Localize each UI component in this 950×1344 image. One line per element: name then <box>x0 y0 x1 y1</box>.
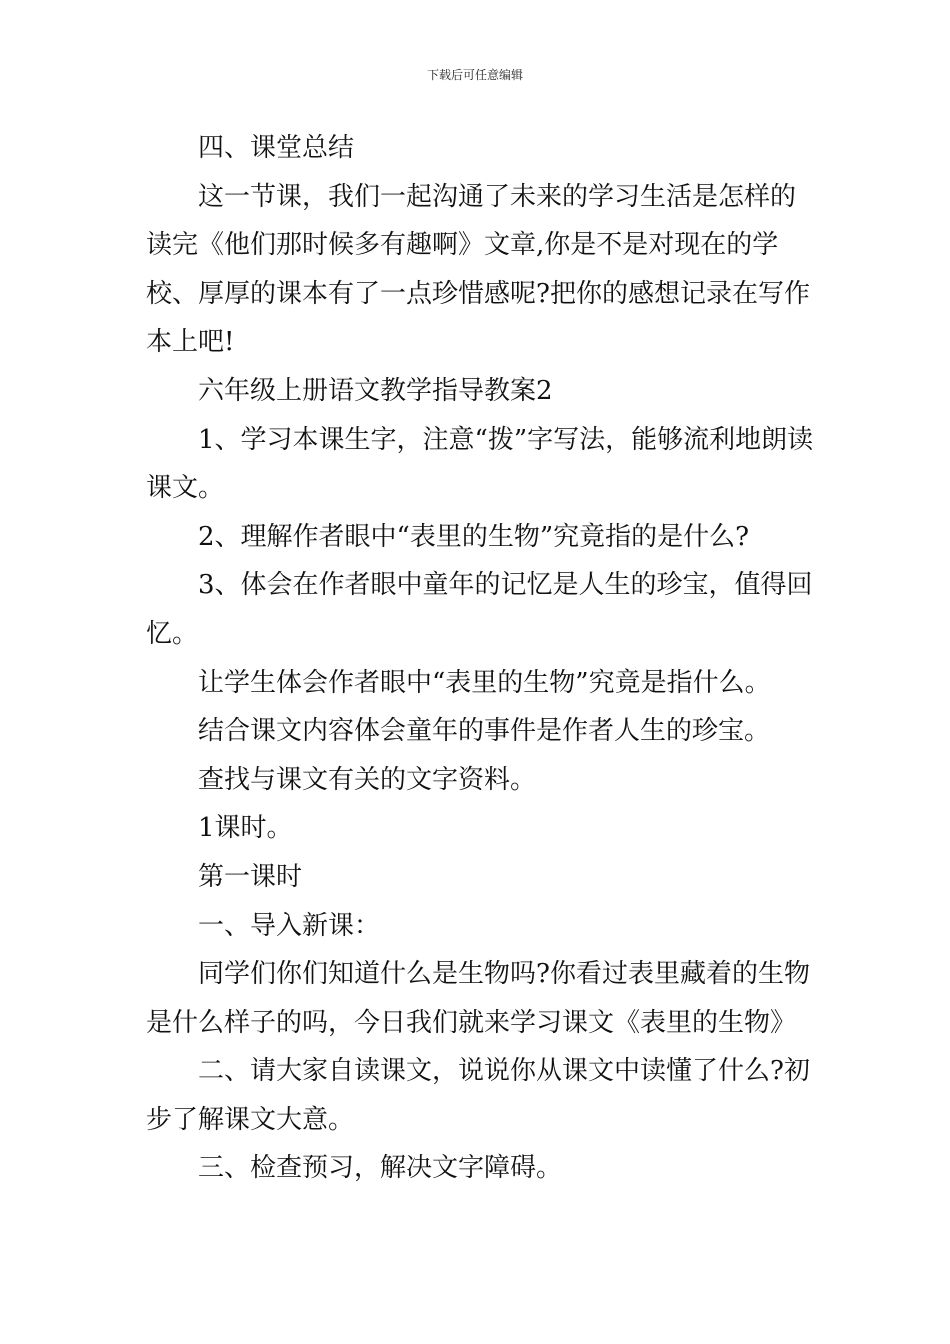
document-body <box>146 124 818 1193</box>
paragraph-summary: 这一节课，我们一起沟通了未来的学习生活是怎样的读完《他们那时候多有趣啊》文章,你是不是对现在的学校、厚厚的课本有了一点珍惜感呢?把你的感想记录在写作本上吧! <box>146 181 810 358</box>
step-check-preview: 三、检查预习，解决文字障碍。 <box>198 1153 563 1184</box>
difficult-point: 结合课文内容体会童年的事件是作者人生的珍宝。 <box>198 716 771 747</box>
objective-2: 2、理解作者眼中“表里的生物”究竟指的是什么? <box>198 521 750 552</box>
section-heading-summary: 四、课堂总结 <box>198 133 355 163</box>
lesson-plan-title: 六年级上册语文教学指导教案2 <box>198 375 553 406</box>
step-self-reading: 二、请大家自读课文，说说你从课文中读懂了什么?初步了解课文大意。 <box>146 1056 810 1135</box>
objective-1: 1、学习本课生字，注意“拨”字写法，能够流利地朗读课文。 <box>146 424 814 504</box>
page-header-note: 下载后可任意编辑 <box>426 68 523 82</box>
key-point: 让学生体会作者眼中“表里的生物”究竟是指什么。 <box>198 667 771 698</box>
class-hours: 1课时。 <box>198 813 293 844</box>
objective-3: 3、体会在作者眼中童年的记忆是人生的珍宝，值得回忆。 <box>146 570 813 649</box>
preparation: 查找与课文有关的文字资料。 <box>198 764 537 795</box>
first-lesson-heading: 第一课时 <box>198 861 303 892</box>
step-introduction-heading: 一、导入新课： <box>198 910 381 941</box>
step-introduction-text: 同学们你们知道什么是生物吗?你看过表里藏着的生物是什么样子的吗，今日我们就来学习课文《表里的生物》 <box>146 959 810 1038</box>
